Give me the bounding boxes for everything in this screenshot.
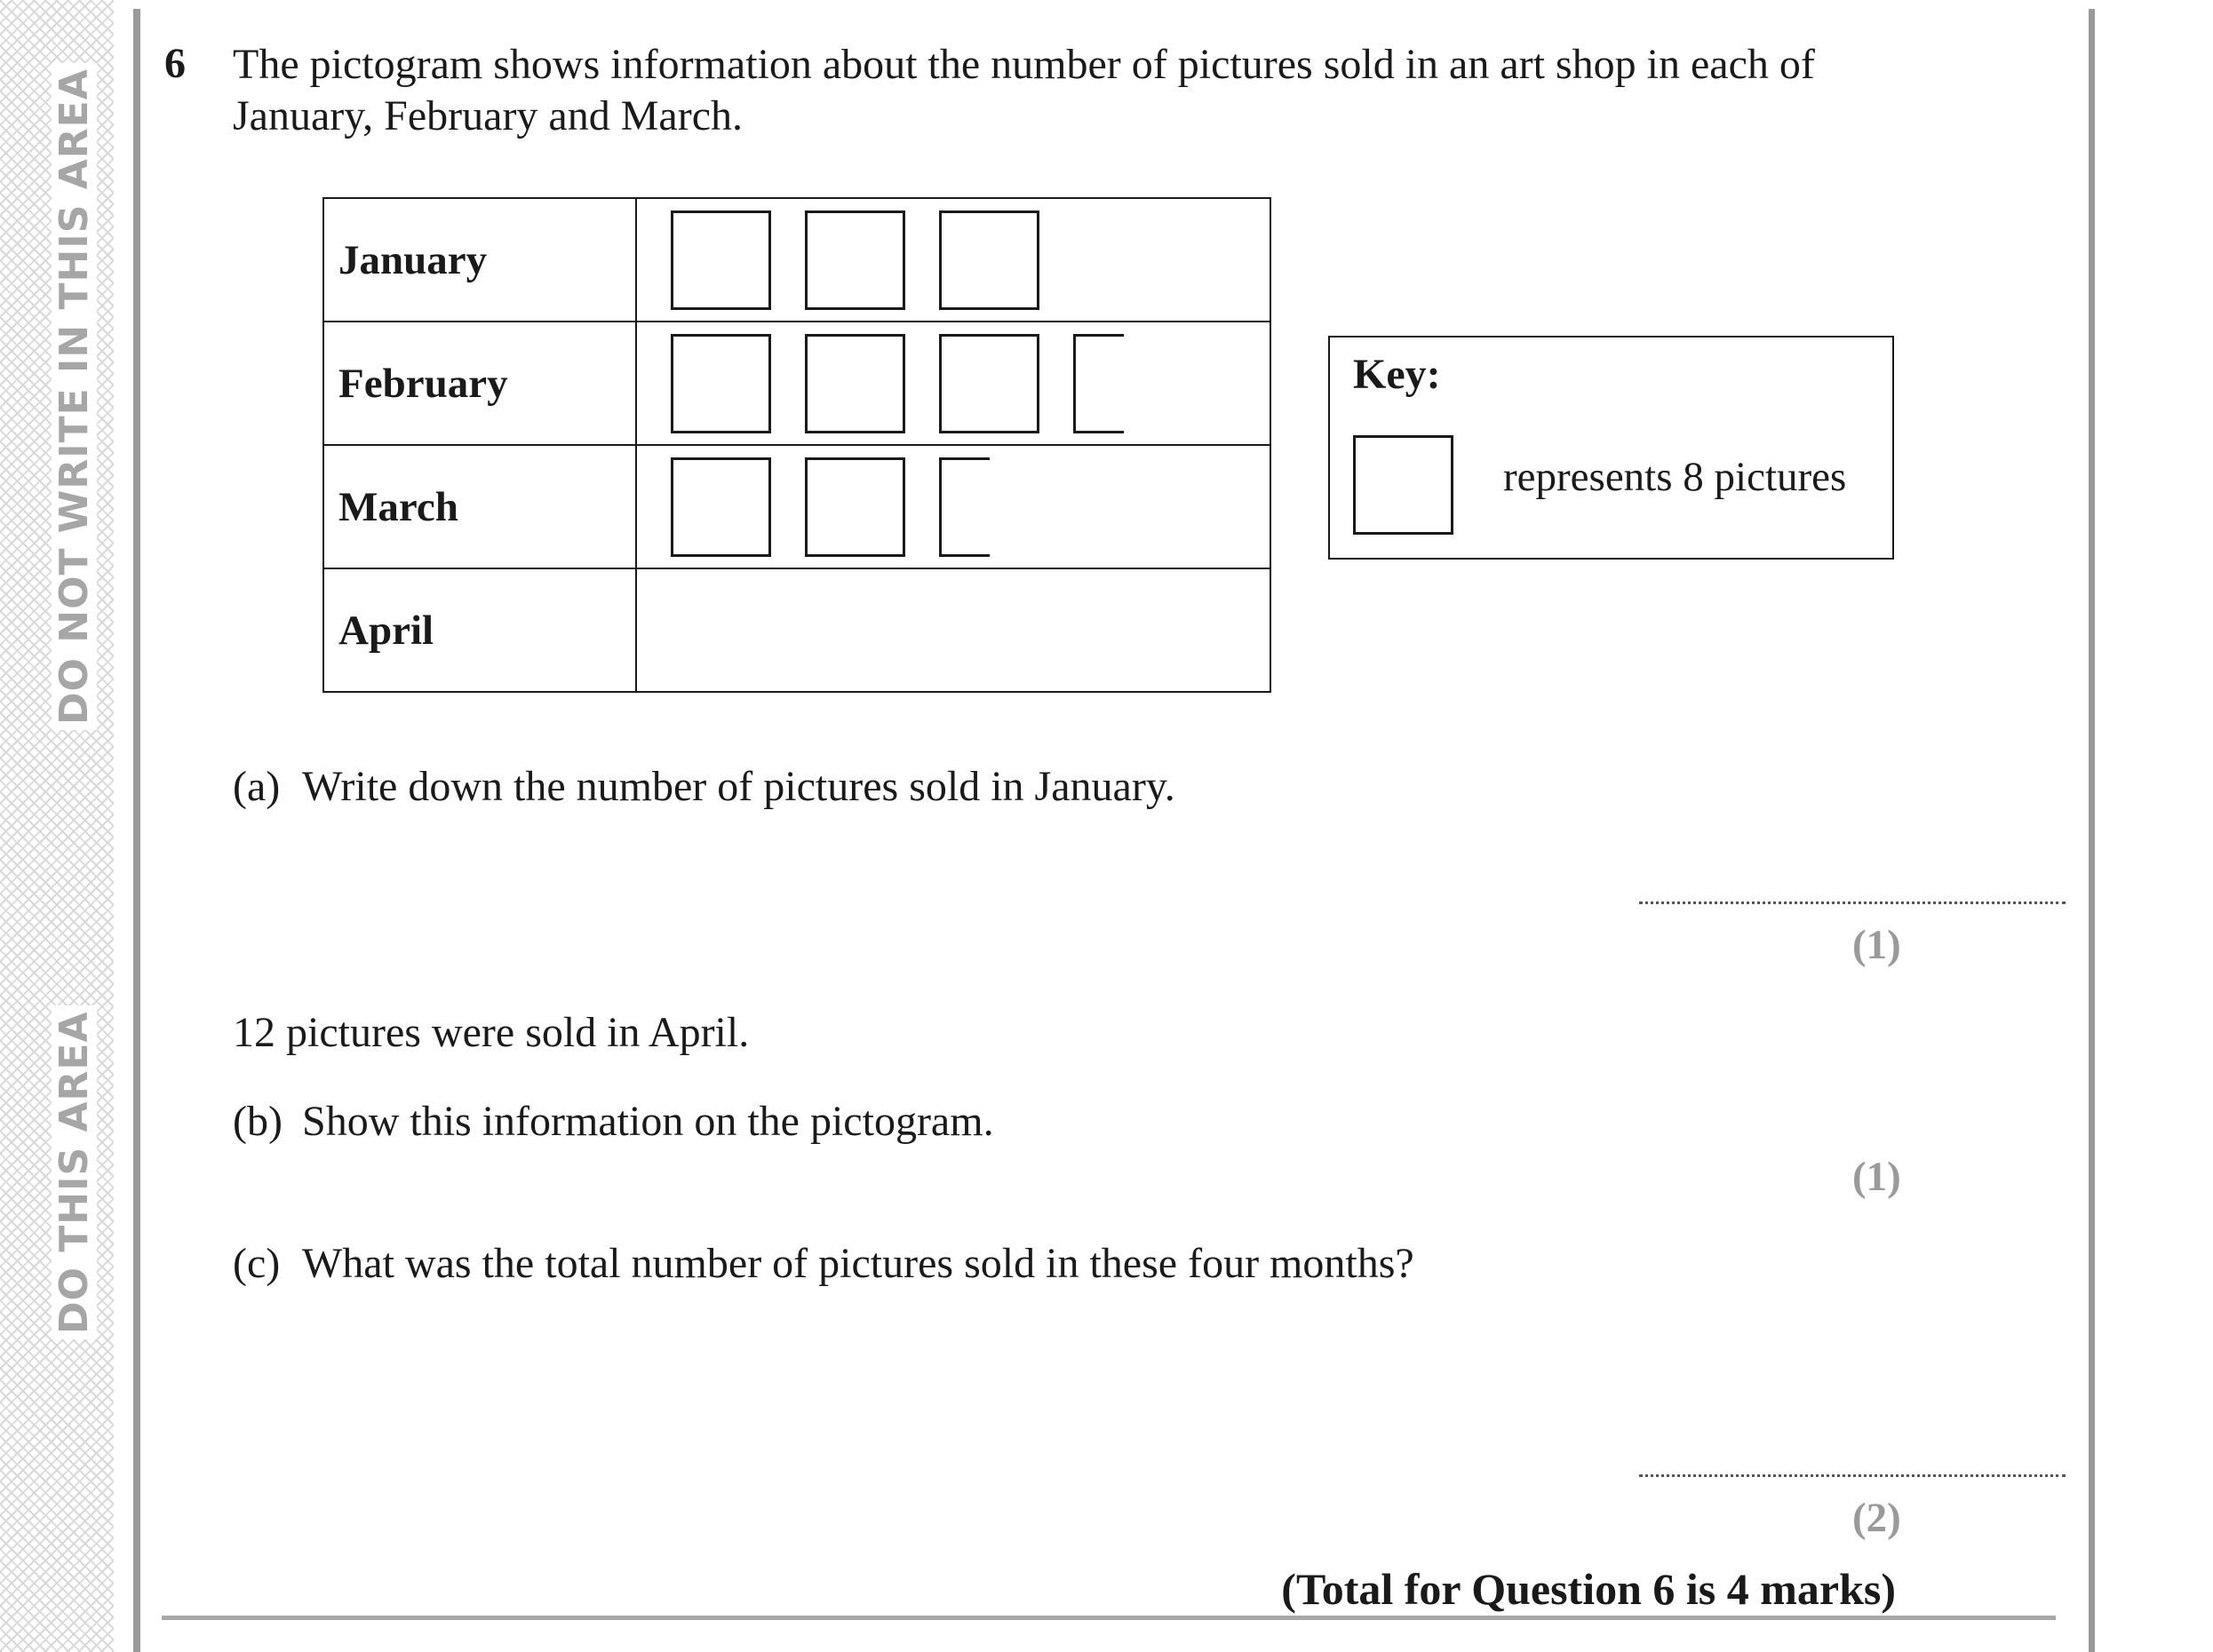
pictogram-row <box>323 322 1270 445</box>
part-a-label: (a) <box>233 763 281 810</box>
question-number: 6 <box>164 40 186 87</box>
symbol-cell[interactable] <box>636 568 1270 692</box>
pictogram-square <box>939 334 1039 433</box>
question-total: (Total for Question 6 is 4 marks) <box>1281 1564 1896 1614</box>
pictogram-half-square <box>1073 334 1124 433</box>
pictogram-square <box>671 334 771 433</box>
marks-b: (1) <box>1852 1154 1901 1200</box>
pictogram-row <box>323 198 1270 322</box>
symbol-cell <box>636 322 1270 445</box>
bottom-rule <box>162 1616 2056 1620</box>
answer-line-a[interactable] <box>1639 901 2066 904</box>
margin-warning-top: DO NOT WRITE IN THIS AREA <box>52 63 97 730</box>
key-symbol-square <box>1353 435 1453 535</box>
month-label: February <box>323 322 636 445</box>
marks-c: (2) <box>1852 1495 1901 1541</box>
pictogram-square <box>671 210 771 310</box>
pictogram-table <box>322 197 1271 693</box>
pictogram-square <box>805 457 905 557</box>
month-label: March <box>323 445 636 568</box>
symbol-cell <box>636 198 1270 322</box>
info-text: 12 pictures were sold in April. <box>233 1009 750 1056</box>
pictogram-row <box>323 568 1270 692</box>
pictogram-square <box>939 210 1039 310</box>
part-b <box>233 1097 994 1146</box>
marks-a: (1) <box>1852 922 1901 968</box>
pictogram-key <box>1328 336 1894 560</box>
key-title: Key: <box>1353 351 1441 398</box>
answer-line-c[interactable] <box>1639 1474 2066 1477</box>
left-rule <box>133 9 140 1652</box>
part-c-text: What was the total number of pictures sold in these four months? <box>302 1240 1414 1287</box>
pictogram-square <box>805 210 905 310</box>
part-c-label: (c) <box>233 1240 281 1287</box>
do-not-write-margin <box>0 0 114 1652</box>
month-label: January <box>323 198 636 322</box>
part-b-label: (b) <box>233 1098 283 1145</box>
pictogram-row <box>323 445 1270 568</box>
part-a <box>233 762 1175 811</box>
key-text: represents 8 pictures <box>1503 454 1847 500</box>
symbol-cell <box>636 445 1270 568</box>
pictogram-square <box>671 457 771 557</box>
right-rule <box>2089 9 2095 1652</box>
pictogram-square <box>805 334 905 433</box>
pictogram-half-square <box>939 457 990 557</box>
part-b-text: Show this information on the pictogram. <box>302 1098 994 1145</box>
margin-warning-bottom: DO THIS AREA <box>52 1005 97 1339</box>
part-c <box>233 1239 1414 1288</box>
question-text: The pictogram shows information about the number of pictures sold in an art shop in each of January, February and March. <box>233 41 1815 139</box>
part-a-text: Write down the number of pictures sold in January. <box>302 763 1175 810</box>
month-label: April <box>323 568 636 692</box>
